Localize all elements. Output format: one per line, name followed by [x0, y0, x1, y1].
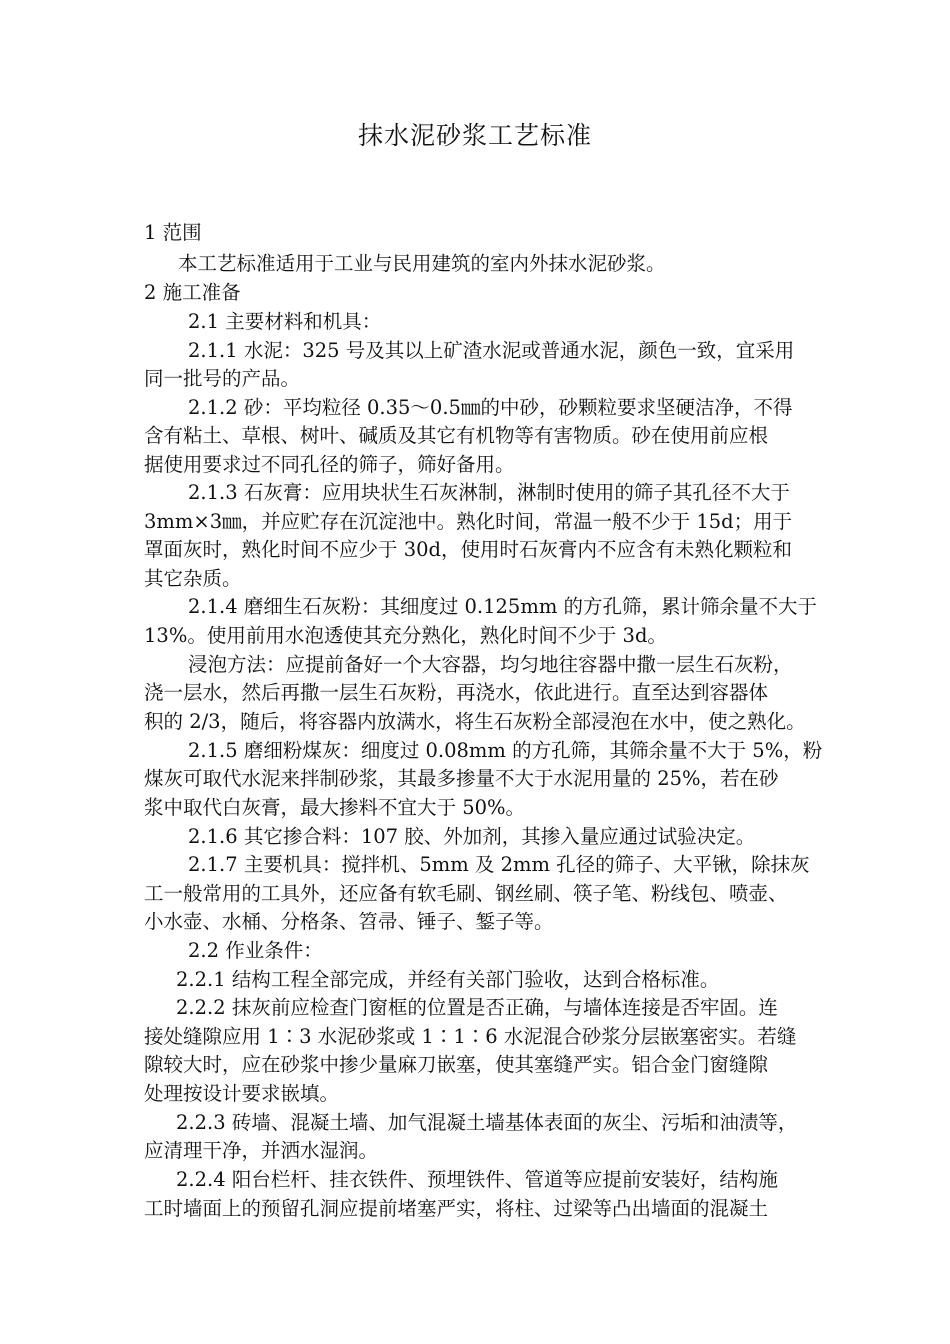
paragraph-line: 浸泡方法：应提前备好一个大容器，均匀地往容器中撒一层生石灰粉， [188, 653, 793, 676]
paragraph-line: 2.2.1 结构工程全部完成，并经有关部门验收，达到合格标准。 [176, 968, 720, 991]
paragraph-line: 接处缝隙应用 1∶3 水泥砂浆或 1∶1∶6 水泥混合砂浆分层嵌塞密实。若缝 [144, 1025, 797, 1048]
paragraph-line: 浆中取代白灰膏，最大掺料不宜大于 50%。 [144, 796, 526, 819]
paragraph-line: 2.2.3 砖墙、混凝土墙、加气混凝土墙基体表面的灰尘、污垢和油渍等， [176, 1111, 798, 1134]
paragraph-line: 本工艺标准适用于工业与民用建筑的室内外抹水泥砂浆。 [178, 252, 666, 275]
page-title: 抹水泥砂浆工艺标准 [357, 121, 592, 150]
subsection-heading: 2.1 主要材料和机具： [188, 310, 382, 333]
paragraph-line: 同一批号的产品。 [144, 367, 301, 390]
paragraph-line: 2.1.5 磨细粉煤灰：细度过 0.08mm 的方孔筛，其筛余量不大于 5%，粉 [188, 739, 823, 762]
paragraph-line: 隙较大时，应在砂浆中掺少量麻刀嵌塞，使其塞缝严实。铝合金门窗缝隙 [144, 1053, 769, 1076]
paragraph-line: 2.1.1 水泥：325 号及其以上矿渣水泥或普通水泥，颜色一致，宜采用 [188, 339, 795, 362]
paragraph-line: 3mm×3㎜，并应贮存在沉淀池中。熟化时间，常温一般不少于 15d；用于 [144, 510, 793, 533]
section-heading: 1 范围 [144, 221, 202, 244]
paragraph-line: 工时墙面上的预留孔洞应提前堵塞严实，将柱、过梁等凸出墙面的混凝土 [144, 1197, 769, 1220]
paragraph-line: 积的 2/3，随后，将容器内放满水，将生石灰粉全部浸泡在水中，使之熟化。 [144, 710, 806, 733]
paragraph-line: 罩面灰时，熟化时间不应少于 30d，使用时石灰膏内不应含有未熟化颗粒和 [144, 538, 792, 561]
paragraph-line: 其它杂质。 [144, 567, 242, 590]
paragraph-line: 2.1.2 砂：平均粒径 0.35～0.5㎜的中砂，砂颗粒要求坚硬洁净，不得 [188, 396, 793, 419]
paragraph-line: 工一般常用的工具外，还应备有软毛刷、钢丝刷、筷子笔、粉线包、喷壶、 [144, 882, 788, 905]
paragraph-line: 2.1.4 磨细生石灰粉：其细度过 0.125mm 的方孔筛，累计筛余量不大于 [188, 595, 818, 618]
paragraph-line: 煤灰可取代水泥来拌制砂浆，其最多掺量不大于水泥用量的 25%，若在砂 [144, 767, 779, 790]
paragraph-line: 处理按设计要求嵌填。 [144, 1082, 340, 1105]
paragraph-line: 小水壶、水桶、分格条、笤帚、锤子、錾子等。 [144, 910, 554, 933]
section-heading: 2 施工准备 [144, 281, 241, 304]
paragraph-line: 2.1.6 其它掺合料：107 胶、外加剂，其掺入量应通过试验决定。 [188, 825, 756, 848]
paragraph-line: 13%。使用前用水泡透使其充分熟化，熟化时间不少于 3d。 [144, 624, 667, 647]
paragraph-line: 据使用要求过不同孔径的筛子，筛好备用。 [144, 453, 515, 476]
paragraph-line: 2.2.2 抹灰前应检查门窗框的位置是否正确，与墙体连接是否牢固。连 [176, 996, 778, 1019]
paragraph-line: 浇一层水，然后再撒一层生石灰粉，再浇水，依此进行。直至达到容器体 [144, 681, 769, 704]
paragraph-line: 2.1.3 石灰膏：应用块状生石灰淋制，淋制时使用的筛子其孔径不大于 [188, 481, 790, 504]
paragraph-line: 2.2.4 阳台栏杆、挂衣铁件、预埋铁件、管道等应提前安装好，结构施 [176, 1168, 778, 1191]
subsection-heading: 2.2 作业条件： [188, 939, 323, 962]
paragraph-line: 应清理干净，并洒水湿润。 [144, 1139, 379, 1162]
paragraph-line: 2.1.7 主要机具：搅拌机、5mm 及 2mm 孔径的筛子、大平锹，除抹灰 [188, 853, 810, 876]
paragraph-line: 含有粘土、草根、树叶、碱质及其它有机物等有害物质。砂在使用前应根 [144, 424, 769, 447]
